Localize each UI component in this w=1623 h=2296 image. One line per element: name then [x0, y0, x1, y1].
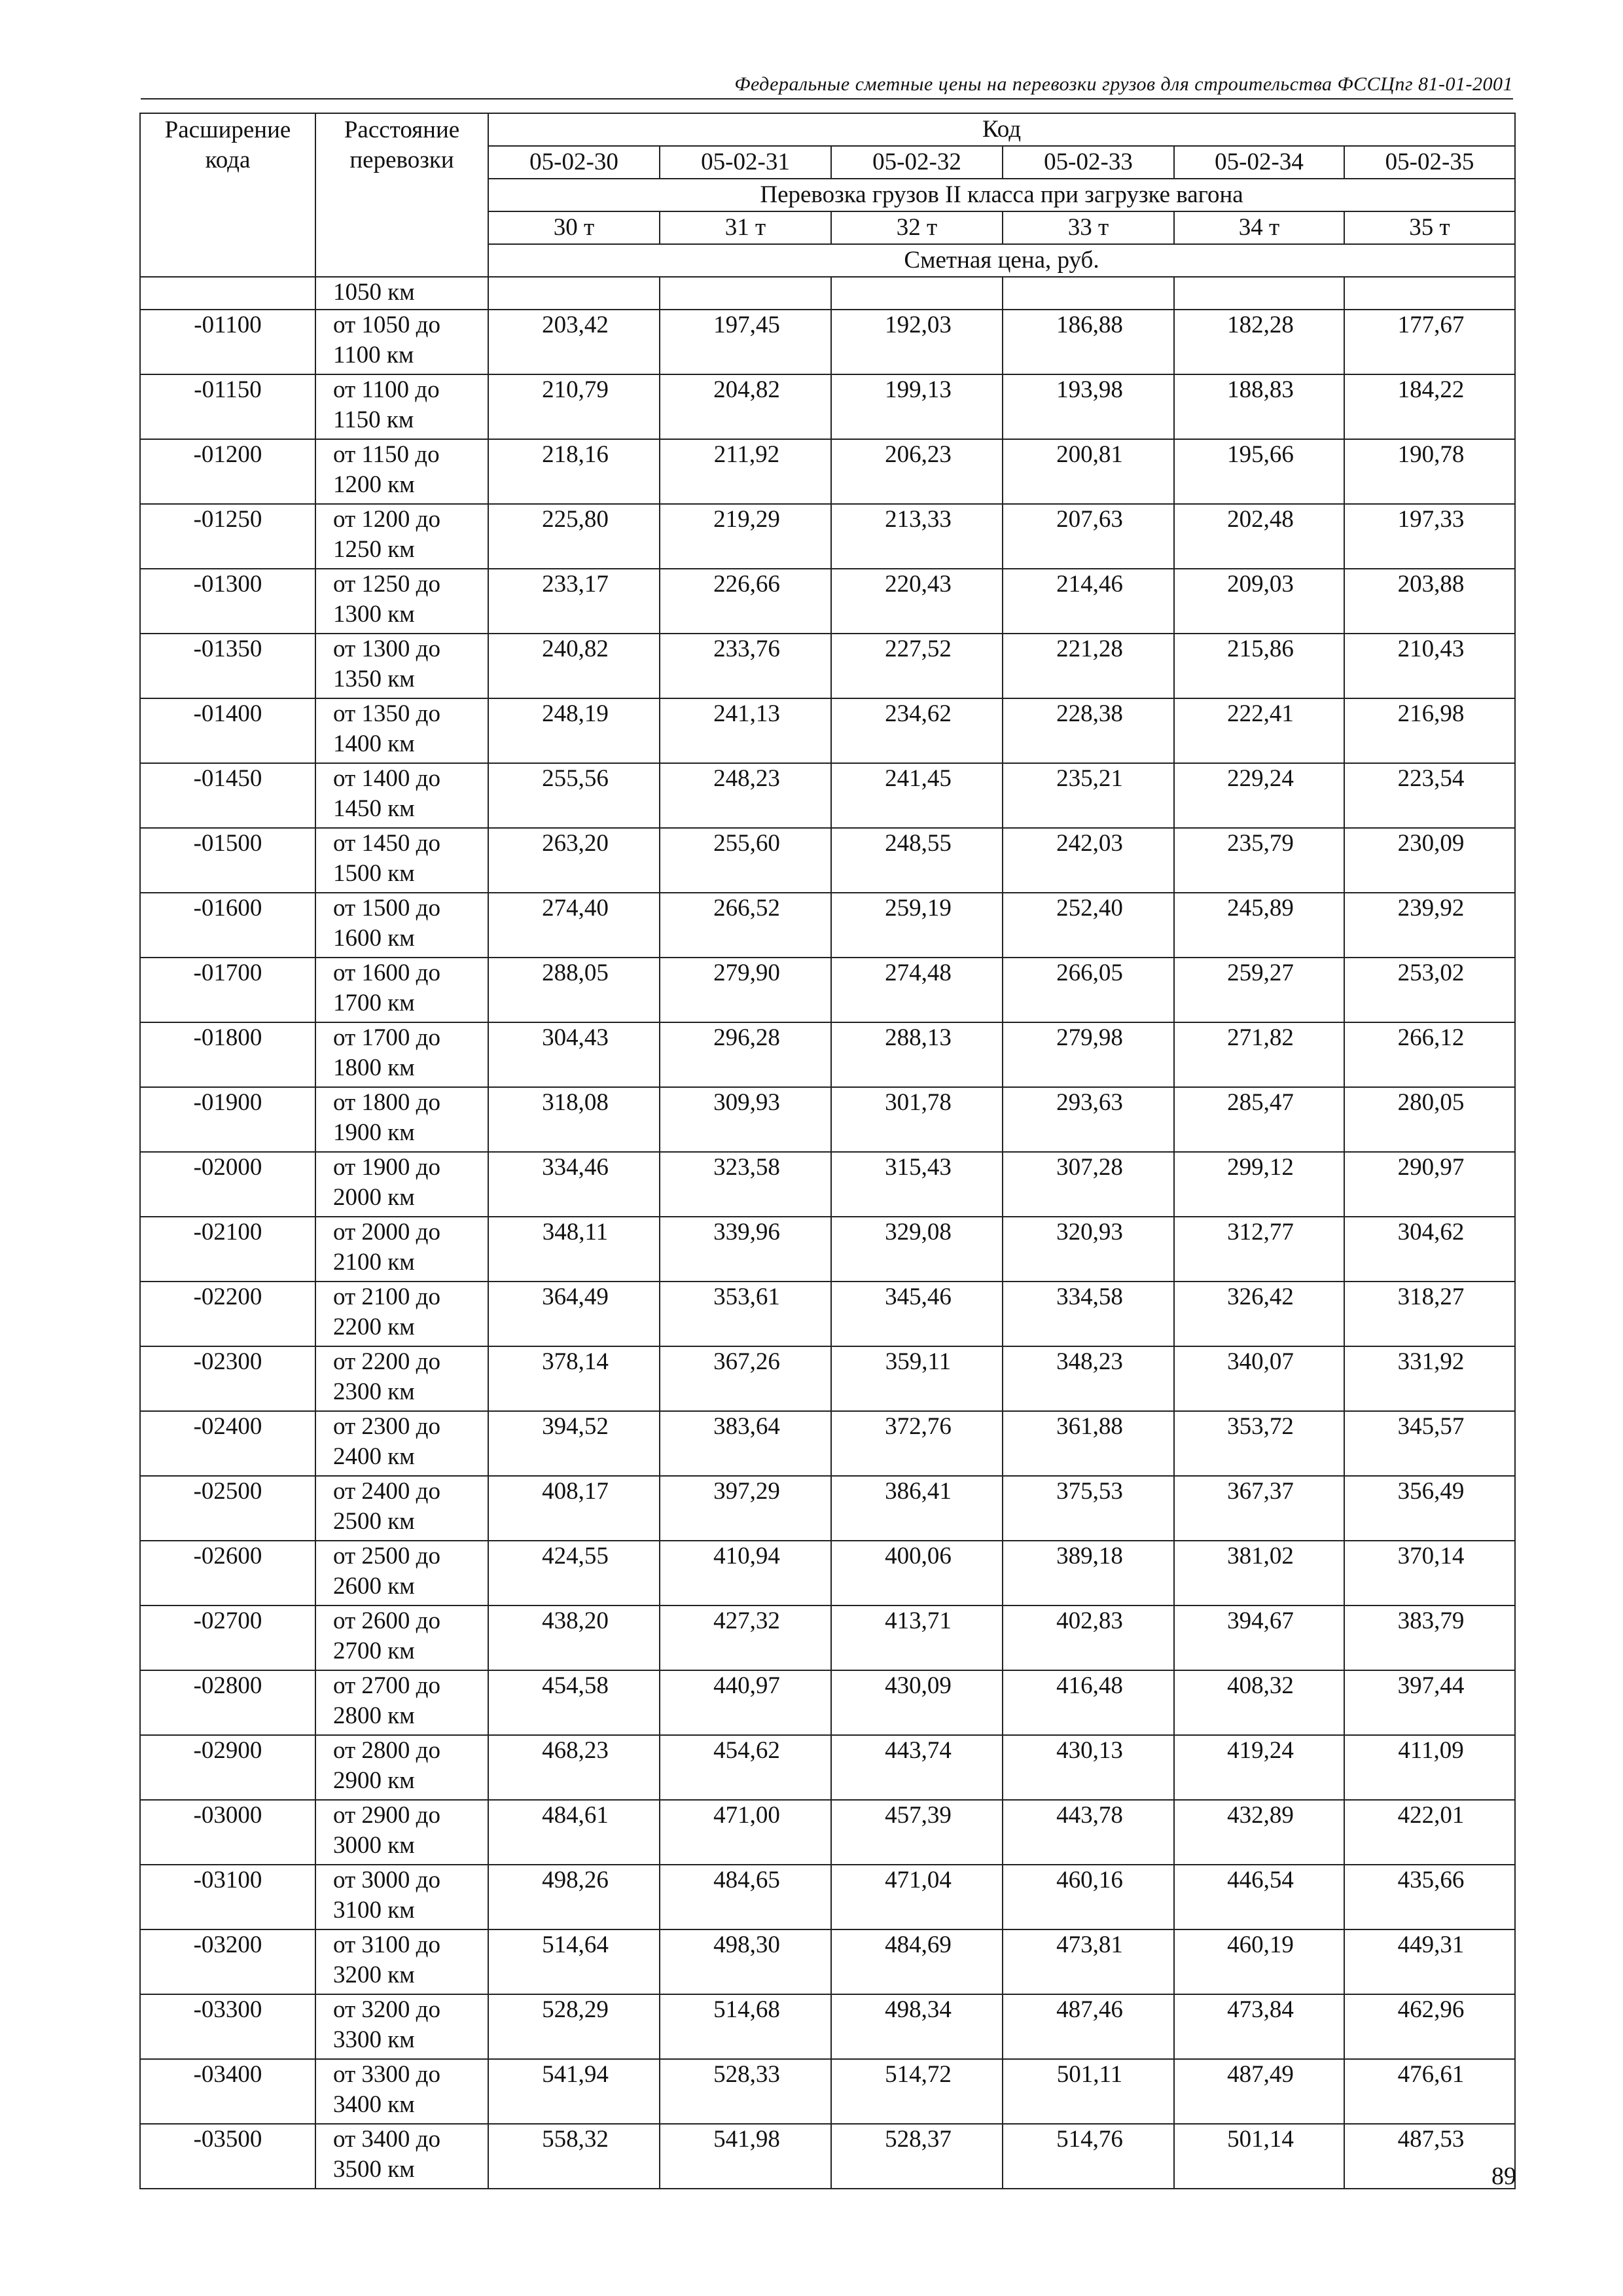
table-row	[140, 634, 1515, 698]
price-cell: 280,05	[1344, 1087, 1515, 1152]
ext-cell: -03100	[140, 1865, 315, 1929]
price-cell: 361,88	[1003, 1411, 1174, 1476]
price-cell	[660, 277, 831, 310]
price-cell: 487,46	[1003, 1994, 1174, 2059]
price-cell: 367,26	[660, 1346, 831, 1411]
table-row	[140, 1282, 1515, 1346]
price-cell: 210,79	[488, 374, 660, 439]
price-cell: 315,43	[831, 1152, 1003, 1217]
table-row	[140, 763, 1515, 828]
ext-cell: -02900	[140, 1735, 315, 1800]
table-row	[140, 1476, 1515, 1541]
price-cell: 410,94	[660, 1541, 831, 1605]
price-cell: 430,09	[831, 1670, 1003, 1735]
price-cell: 514,64	[488, 1929, 660, 1994]
price-cell: 378,14	[488, 1346, 660, 1411]
price-cell: 424,55	[488, 1541, 660, 1605]
price-cell: 290,97	[1344, 1152, 1515, 1217]
price-cell: 438,20	[488, 1605, 660, 1670]
price-cell: 213,33	[831, 504, 1003, 569]
col-header-extension: Расширение кода	[140, 113, 315, 277]
price-cell: 255,60	[660, 828, 831, 893]
code-header: 05-02-34	[1174, 146, 1344, 179]
price-cell: 304,43	[488, 1022, 660, 1087]
price-cell: 188,83	[1174, 374, 1344, 439]
price-cell: 242,03	[1003, 828, 1174, 893]
price-cell: 471,04	[831, 1865, 1003, 1929]
price-cell	[1174, 277, 1344, 310]
price-cell: 222,41	[1174, 698, 1344, 763]
price-cell: 226,66	[660, 569, 831, 634]
table-row	[140, 439, 1515, 504]
price-cell: 359,11	[831, 1346, 1003, 1411]
distance-cell: от 1350 до 1400 км	[315, 698, 488, 763]
price-cell: 498,34	[831, 1994, 1003, 2059]
table-row	[140, 1605, 1515, 1670]
price-cell: 484,65	[660, 1865, 831, 1929]
price-cell: 339,96	[660, 1217, 831, 1282]
price-cell: 498,26	[488, 1865, 660, 1929]
price-cell	[1003, 277, 1174, 310]
distance-cell: от 2200 до 2300 км	[315, 1346, 488, 1411]
distance-cell: от 3400 до 3500 км	[315, 2124, 488, 2189]
distance-cell: от 1700 до 1800 км	[315, 1022, 488, 1087]
price-cell: 248,19	[488, 698, 660, 763]
price-cell: 345,57	[1344, 1411, 1515, 1476]
price-cell: 318,08	[488, 1087, 660, 1152]
price-cell: 331,92	[1344, 1346, 1515, 1411]
ext-cell: -01350	[140, 634, 315, 698]
table-body	[140, 277, 1515, 2189]
price-cell: 353,72	[1174, 1411, 1344, 1476]
code-header: 05-02-32	[831, 146, 1003, 179]
price-cell: 397,44	[1344, 1670, 1515, 1735]
price-cell: 345,46	[831, 1282, 1003, 1346]
price-cell: 340,07	[1174, 1346, 1344, 1411]
table-row	[140, 1735, 1515, 1800]
price-cell: 381,02	[1174, 1541, 1344, 1605]
ext-cell: -01700	[140, 958, 315, 1022]
price-cell: 460,16	[1003, 1865, 1174, 1929]
price-cell: 367,37	[1174, 1476, 1344, 1541]
price-cell: 394,67	[1174, 1605, 1344, 1670]
price-cell: 293,63	[1003, 1087, 1174, 1152]
ext-cell: -02000	[140, 1152, 315, 1217]
distance-cell: от 2800 до 2900 км	[315, 1735, 488, 1800]
price-cell: 320,93	[1003, 1217, 1174, 1282]
table-row	[140, 1346, 1515, 1411]
ext-cell: -02700	[140, 1605, 315, 1670]
price-cell: 259,19	[831, 893, 1003, 958]
price-cell: 541,94	[488, 2059, 660, 2124]
price-cell: 541,98	[660, 2124, 831, 2189]
price-cell: 248,55	[831, 828, 1003, 893]
price-cell: 182,28	[1174, 310, 1344, 374]
price-cell: 240,82	[488, 634, 660, 698]
table-row	[140, 1929, 1515, 1994]
price-cell: 397,29	[660, 1476, 831, 1541]
price-cell: 468,23	[488, 1735, 660, 1800]
distance-cell: от 2300 до 2400 км	[315, 1411, 488, 1476]
price-cell: 348,11	[488, 1217, 660, 1282]
price-cell: 427,32	[660, 1605, 831, 1670]
ext-cell: -01150	[140, 374, 315, 439]
price-cell: 514,68	[660, 1994, 831, 2059]
price-cell: 204,82	[660, 374, 831, 439]
table-row	[140, 310, 1515, 374]
price-cell: 210,43	[1344, 634, 1515, 698]
price-cell: 443,74	[831, 1735, 1003, 1800]
price-cell: 356,49	[1344, 1476, 1515, 1541]
price-cell: 501,14	[1174, 2124, 1344, 2189]
table-row	[140, 1865, 1515, 1929]
price-cell: 408,17	[488, 1476, 660, 1541]
ext-cell: -02600	[140, 1541, 315, 1605]
col-header-code: Код	[488, 113, 1515, 146]
distance-cell: от 1450 до 1500 км	[315, 828, 488, 893]
price-cell: 307,28	[1003, 1152, 1174, 1217]
price-cell: 443,78	[1003, 1800, 1174, 1865]
price-cell: 460,19	[1174, 1929, 1344, 1994]
price-cell: 206,23	[831, 439, 1003, 504]
price-cell: 558,32	[488, 2124, 660, 2189]
price-cell: 223,54	[1344, 763, 1515, 828]
table-row	[140, 504, 1515, 569]
col-header-class: Перевозка грузов II класса при загрузке вагона	[488, 179, 1515, 211]
price-cell: 383,64	[660, 1411, 831, 1476]
price-cell: 386,41	[831, 1476, 1003, 1541]
price-cell: 263,20	[488, 828, 660, 893]
table-row	[140, 2124, 1515, 2189]
price-cell: 473,81	[1003, 1929, 1174, 1994]
price-cell: 219,29	[660, 504, 831, 569]
price-cell: 498,30	[660, 1929, 831, 1994]
price-cell: 203,42	[488, 310, 660, 374]
distance-cell: от 2400 до 2500 км	[315, 1476, 488, 1541]
load-header: 33 т	[1003, 211, 1174, 244]
price-cell: 432,89	[1174, 1800, 1344, 1865]
distance-cell: от 2900 до 3000 км	[315, 1800, 488, 1865]
price-cell: 411,09	[1344, 1735, 1515, 1800]
price-cell	[488, 277, 660, 310]
distance-cell: от 1150 до 1200 км	[315, 439, 488, 504]
distance-cell: от 1050 до 1100 км	[315, 310, 488, 374]
price-cell: 186,88	[1003, 310, 1174, 374]
table-row	[140, 893, 1515, 958]
price-cell: 271,82	[1174, 1022, 1344, 1087]
ext-cell: -03500	[140, 2124, 315, 2189]
table-row	[140, 1670, 1515, 1735]
price-cell: 312,77	[1174, 1217, 1344, 1282]
price-cell: 446,54	[1174, 1865, 1344, 1929]
price-cell: 528,33	[660, 2059, 831, 2124]
price-cell: 326,42	[1174, 1282, 1344, 1346]
table-row	[140, 1541, 1515, 1605]
price-cell: 416,48	[1003, 1670, 1174, 1735]
price-cell: 323,58	[660, 1152, 831, 1217]
price-cell: 229,24	[1174, 763, 1344, 828]
distance-cell: от 1300 до 1350 км	[315, 634, 488, 698]
price-cell: 214,46	[1003, 569, 1174, 634]
ext-cell: -02400	[140, 1411, 315, 1476]
price-cell: 372,76	[831, 1411, 1003, 1476]
price-cell: 430,13	[1003, 1735, 1174, 1800]
distance-cell: от 1800 до 1900 км	[315, 1087, 488, 1152]
price-cell: 419,24	[1174, 1735, 1344, 1800]
price-cell: 266,05	[1003, 958, 1174, 1022]
distance-cell: от 1900 до 2000 км	[315, 1152, 488, 1217]
price-cell: 299,12	[1174, 1152, 1344, 1217]
distance-cell: от 1250 до 1300 км	[315, 569, 488, 634]
ext-cell: -01400	[140, 698, 315, 763]
price-cell: 192,03	[831, 310, 1003, 374]
price-cell: 241,45	[831, 763, 1003, 828]
price-cell: 353,61	[660, 1282, 831, 1346]
price-cell: 304,62	[1344, 1217, 1515, 1282]
price-cell: 279,98	[1003, 1022, 1174, 1087]
price-cell: 235,79	[1174, 828, 1344, 893]
price-cell: 484,69	[831, 1929, 1003, 1994]
table-row	[140, 2059, 1515, 2124]
price-cell: 394,52	[488, 1411, 660, 1476]
price-cell: 514,76	[1003, 2124, 1174, 2189]
price-cell: 177,67	[1344, 310, 1515, 374]
price-cell: 402,83	[1003, 1605, 1174, 1670]
distance-cell: от 2100 до 2200 км	[315, 1282, 488, 1346]
price-cell: 193,98	[1003, 374, 1174, 439]
price-cell: 274,40	[488, 893, 660, 958]
price-cell: 454,58	[488, 1670, 660, 1735]
price-cell: 487,49	[1174, 2059, 1344, 2124]
price-cell: 197,45	[660, 310, 831, 374]
price-cell: 389,18	[1003, 1541, 1174, 1605]
price-cell: 239,92	[1344, 893, 1515, 958]
ext-cell: -02100	[140, 1217, 315, 1282]
price-cell: 218,16	[488, 439, 660, 504]
price-cell: 288,05	[488, 958, 660, 1022]
price-cell	[831, 277, 1003, 310]
ext-cell: -02200	[140, 1282, 315, 1346]
load-header: 32 т	[831, 211, 1003, 244]
price-cell: 255,56	[488, 763, 660, 828]
price-cell: 301,78	[831, 1087, 1003, 1152]
price-cell: 435,66	[1344, 1865, 1515, 1929]
price-cell: 309,93	[660, 1087, 831, 1152]
price-cell: 259,27	[1174, 958, 1344, 1022]
price-cell: 454,62	[660, 1735, 831, 1800]
ext-cell	[140, 277, 315, 310]
price-cell: 334,58	[1003, 1282, 1174, 1346]
page-number: 89	[1491, 2162, 1516, 2190]
price-cell: 383,79	[1344, 1605, 1515, 1670]
price-cell: 207,63	[1003, 504, 1174, 569]
price-cell: 462,96	[1344, 1994, 1515, 2059]
price-cell: 334,46	[488, 1152, 660, 1217]
ext-cell: -01450	[140, 763, 315, 828]
table-row	[140, 374, 1515, 439]
code-header: 05-02-35	[1344, 146, 1515, 179]
distance-cell: от 1200 до 1250 км	[315, 504, 488, 569]
price-cell: 245,89	[1174, 893, 1344, 958]
distance-cell: от 1100 до 1150 км	[315, 374, 488, 439]
price-cell: 211,92	[660, 439, 831, 504]
col-header-price: Сметная цена, руб.	[488, 244, 1515, 277]
price-cell: 457,39	[831, 1800, 1003, 1865]
price-cell: 252,40	[1003, 893, 1174, 958]
ext-cell: -02300	[140, 1346, 315, 1411]
ext-cell: -02500	[140, 1476, 315, 1541]
table-row	[140, 698, 1515, 763]
price-cell: 348,23	[1003, 1346, 1174, 1411]
price-cell: 413,71	[831, 1605, 1003, 1670]
price-cell: 408,32	[1174, 1670, 1344, 1735]
table-row-continued	[140, 277, 1515, 310]
distance-cell: 1050 км	[315, 277, 488, 310]
distance-cell: от 3300 до 3400 км	[315, 2059, 488, 2124]
price-cell: 375,53	[1003, 1476, 1174, 1541]
price-cell: 471,00	[660, 1800, 831, 1865]
table-row	[140, 1994, 1515, 2059]
col-header-distance: Расстояние перевозки	[315, 113, 488, 277]
price-cell: 285,47	[1174, 1087, 1344, 1152]
price-cell	[1344, 277, 1515, 310]
load-header: 34 т	[1174, 211, 1344, 244]
distance-cell: от 3100 до 3200 км	[315, 1929, 488, 1994]
table-row	[140, 1152, 1515, 1217]
price-cell: 501,11	[1003, 2059, 1174, 2124]
ext-cell: -01200	[140, 439, 315, 504]
price-cell: 197,33	[1344, 504, 1515, 569]
table-row	[140, 1087, 1515, 1152]
price-cell: 274,48	[831, 958, 1003, 1022]
running-header: Федеральные сметные цены на перевозки грузов для строительства ФССЦпг 81-01-2001	[141, 73, 1513, 99]
ext-cell: -03300	[140, 1994, 315, 2059]
price-cell: 288,13	[831, 1022, 1003, 1087]
table-row	[140, 1411, 1515, 1476]
ext-cell: -03000	[140, 1800, 315, 1865]
price-cell: 220,43	[831, 569, 1003, 634]
table-row	[140, 828, 1515, 893]
price-cell: 248,23	[660, 763, 831, 828]
distance-cell: от 1600 до 1700 км	[315, 958, 488, 1022]
price-cell: 422,01	[1344, 1800, 1515, 1865]
ext-cell: -02800	[140, 1670, 315, 1735]
price-cell: 209,03	[1174, 569, 1344, 634]
price-cell: 195,66	[1174, 439, 1344, 504]
price-cell: 487,53	[1344, 2124, 1515, 2189]
load-header: 31 т	[660, 211, 831, 244]
code-header: 05-02-30	[488, 146, 660, 179]
table-row	[140, 1022, 1515, 1087]
distance-cell: от 1500 до 1600 км	[315, 893, 488, 958]
price-cell: 296,28	[660, 1022, 831, 1087]
price-table	[139, 113, 1516, 2189]
price-cell: 221,28	[1003, 634, 1174, 698]
ext-cell: -01300	[140, 569, 315, 634]
table-row	[140, 1217, 1515, 1282]
price-cell: 266,12	[1344, 1022, 1515, 1087]
ext-cell: -01500	[140, 828, 315, 893]
price-cell: 184,22	[1344, 374, 1515, 439]
price-cell: 329,08	[831, 1217, 1003, 1282]
ext-cell: -03400	[140, 2059, 315, 2124]
distance-cell: от 3200 до 3300 км	[315, 1994, 488, 2059]
price-cell: 266,52	[660, 893, 831, 958]
price-cell: 215,86	[1174, 634, 1344, 698]
price-cell: 190,78	[1344, 439, 1515, 504]
price-cell: 227,52	[831, 634, 1003, 698]
price-cell: 225,80	[488, 504, 660, 569]
price-cell: 235,21	[1003, 763, 1174, 828]
ext-cell: -01900	[140, 1087, 315, 1152]
price-cell: 216,98	[1344, 698, 1515, 763]
price-cell: 364,49	[488, 1282, 660, 1346]
price-cell: 514,72	[831, 2059, 1003, 2124]
price-cell: 528,29	[488, 1994, 660, 2059]
ext-cell: -01800	[140, 1022, 315, 1087]
ext-cell: -01250	[140, 504, 315, 569]
load-header: 30 т	[488, 211, 660, 244]
price-cell: 228,38	[1003, 698, 1174, 763]
distance-cell: от 3000 до 3100 км	[315, 1865, 488, 1929]
distance-cell: от 2600 до 2700 км	[315, 1605, 488, 1670]
price-cell: 400,06	[831, 1541, 1003, 1605]
price-cell: 202,48	[1174, 504, 1344, 569]
price-cell: 233,76	[660, 634, 831, 698]
price-cell: 230,09	[1344, 828, 1515, 893]
code-header: 05-02-33	[1003, 146, 1174, 179]
code-header: 05-02-31	[660, 146, 831, 179]
table-row	[140, 569, 1515, 634]
ext-cell: -03200	[140, 1929, 315, 1994]
load-header: 35 т	[1344, 211, 1515, 244]
price-cell: 449,31	[1344, 1929, 1515, 1994]
price-cell: 440,97	[660, 1670, 831, 1735]
price-cell: 318,27	[1344, 1282, 1515, 1346]
price-cell: 241,13	[660, 698, 831, 763]
price-cell: 473,84	[1174, 1994, 1344, 2059]
ext-cell: -01600	[140, 893, 315, 958]
price-cell: 200,81	[1003, 439, 1174, 504]
price-cell: 234,62	[831, 698, 1003, 763]
ext-cell: -01100	[140, 310, 315, 374]
price-cell: 253,02	[1344, 958, 1515, 1022]
table-row	[140, 1800, 1515, 1865]
table-row	[140, 958, 1515, 1022]
distance-cell: от 2500 до 2600 км	[315, 1541, 488, 1605]
price-cell: 476,61	[1344, 2059, 1515, 2124]
price-cell: 199,13	[831, 374, 1003, 439]
price-cell: 279,90	[660, 958, 831, 1022]
price-cell: 528,37	[831, 2124, 1003, 2189]
distance-cell: от 1400 до 1450 км	[315, 763, 488, 828]
distance-cell: от 2000 до 2100 км	[315, 1217, 488, 1282]
price-cell: 233,17	[488, 569, 660, 634]
price-cell: 370,14	[1344, 1541, 1515, 1605]
price-cell: 203,88	[1344, 569, 1515, 634]
distance-cell: от 2700 до 2800 км	[315, 1670, 488, 1735]
price-cell: 484,61	[488, 1800, 660, 1865]
